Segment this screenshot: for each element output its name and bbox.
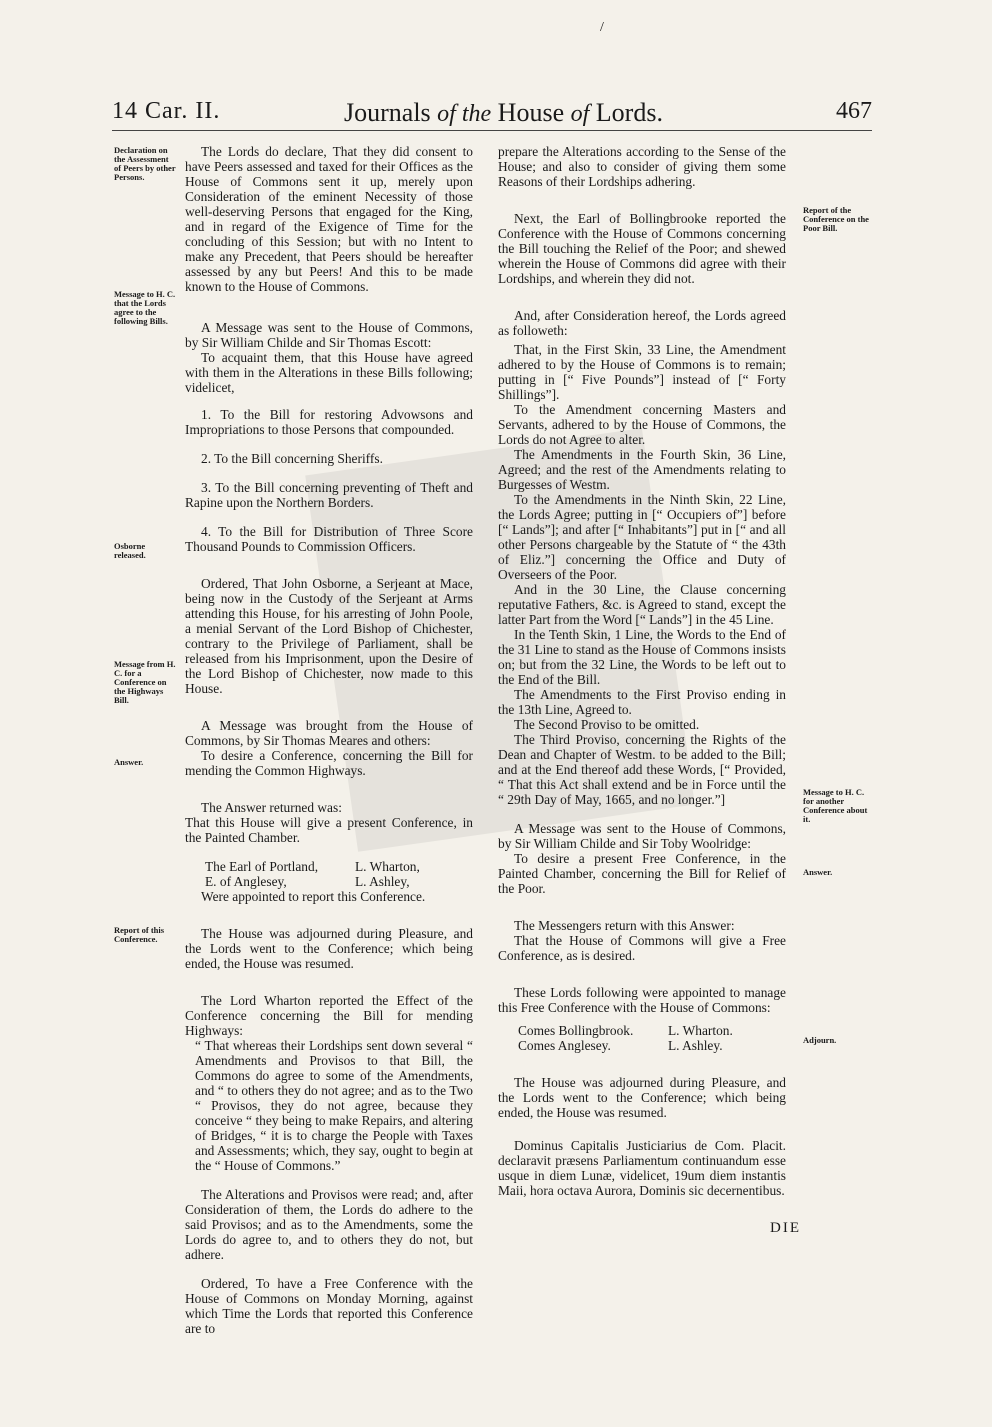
paragraph: A Message was sent to the House of Commons, by Sir William Childe and Sir Thomas Escott:: [185, 320, 473, 350]
margin-note: Report of this Conference.: [114, 925, 165, 944]
header-title-lords: Lords.: [595, 98, 663, 127]
paragraph: The House was adjourned during Pleasure, and the Lords went to the Conference; which being ended, the House was resumed.: [185, 926, 473, 971]
paragraph: The Second Proviso to be omitted.: [514, 717, 700, 732]
paragraph: These Lords following were appointed to manage this Free Conference with the House of Commons:: [498, 985, 786, 1015]
right-column: [498, 144, 786, 1212]
reporter-name: L. Wharton,: [355, 859, 420, 874]
paragraph: The Answer returned was:: [201, 800, 342, 815]
paragraph: A Message was brought from the House of Commons, by Sir Thomas Meares and others:: [185, 718, 473, 748]
page-header: [112, 98, 872, 132]
manager-name: L. Ashley.: [668, 1038, 723, 1053]
margin-note: Message to H. C. for another Conference about it.: [803, 787, 868, 824]
reporter-name: The Earl of Portland,: [205, 859, 319, 874]
margin-note: Report of the Conference on the Poor Bill.: [803, 205, 869, 233]
bill-item: 2. To the Bill concerning Sheriffs.: [201, 451, 383, 466]
paragraph: The Alterations and Provisos were read; and, after Consideration of them, the Lords do adhere to the said Provisos; and as to the Amendments, some the Lords do agree to, and to others they do not, but adhere.: [185, 1187, 473, 1262]
left-column: [185, 144, 473, 1350]
paragraph: That, in the First Skin, 33 Line, the Amendment adhered to by the House of Commons is to remain; putting in [“ Five Pounds”] instead of [“ Forty Shillings”].: [498, 342, 786, 402]
header-regnal-year: 14 Car. II.: [112, 98, 221, 124]
header-title-journals: Journals: [344, 98, 431, 127]
paragraph: A Message was sent to the House of Commons, by Sir William Childe and Sir Toby Woolridge:: [498, 821, 786, 851]
paragraph: To desire a Conference, concerning the Bill for mending the Common Highways.: [185, 748, 473, 778]
page-number: 467: [836, 98, 872, 124]
paragraph: The Lords do declare, That they did consent to have Peers assessed and taxed for their Offices as the House of Commons sent it up, merely upon Consideration of the eminent Necessity of those well-deserving Persons that engaged for the King, and in regard of the Exigence of Time for the concluding of this Session; but with no Intent to make any Precedent, that Peers should be hereafter assessed by any but Peers! And this to be made known to the House of Commons.: [185, 144, 473, 294]
header-rule: [112, 130, 872, 131]
paragraph: The Amendments in the Fourth Skin, 36 Line, Agreed; and the rest of the Amendments relating to Burgesses of Westm.: [498, 447, 786, 492]
paragraph: The Amendments to the First Proviso ending in the 13th Line, Agreed to.: [498, 687, 786, 717]
managers-list: [518, 1023, 786, 1053]
paragraph: To acquaint them, that this House have agreed with them in the Alterations in these Bills following; videlicet,: [185, 350, 473, 395]
paragraph: The Third Proviso, concerning the Rights of the Dean and Chapter of Westm. to be added to the Bill; and at the End thereof add these Words, [“ Provided, “ That this Act shall extend and be in Force until the “ 29th Day of May, 1665, and no longer.”]: [498, 732, 786, 807]
paragraph: And, after Consideration hereof, the Lords agreed as followeth:: [498, 308, 786, 338]
paragraph: To desire a present Free Conference, in the Painted Chamber, concerning the Bill for Relief of the Poor.: [498, 851, 786, 896]
margin-note: Osborne released.: [114, 541, 146, 560]
margin-note: Answer.: [114, 757, 144, 767]
adjournment-latin: Dominus Capitalis Justiciarius de Com. Placit. declaravit præsens Parliamentum continuandum esse usque in diem Lunæ, videlicet, 19um diem instantis Maii, hora octava Aurora, Dominis sic decernentibus.: [498, 1138, 786, 1198]
paragraph: To the Amendment concerning Masters and Servants, adhered to by the House of Commons, the Lords do not Agree to alter.: [498, 402, 786, 447]
paragraph: That this House will give a present Conference, in the Painted Chamber.: [185, 815, 473, 845]
bill-item: 1. To the Bill for restoring Advowsons and Impropriations to those Persons that compounded.: [185, 407, 473, 437]
paragraph: prepare the Alterations according to the Sense of the House; and also to consider of giving them some Reasons of their Lordships adhering.: [498, 144, 786, 189]
paragraph: In the Tenth Skin, 1 Line, the Words to the End of the 31 Line to stand as the House of Commons insists on; but from the 32 Line, the Words to be left out to the End of the Bill.: [498, 627, 786, 687]
paragraph: The Lord Wharton reported the Effect of the Conference concerning the Bill for mending Highways:: [185, 993, 473, 1038]
margin-note: Message from H. C. for a Conference on the Highways Bill.: [114, 659, 176, 705]
paragraph: Ordered, To have a Free Conference with the House of Commons on Monday Morning, against which Time the Lords that reported this Conference are to: [185, 1276, 473, 1336]
manager-name: Comes Anglesey.: [518, 1038, 611, 1053]
margin-note: Answer.: [803, 867, 833, 877]
header-title-house: House: [497, 98, 565, 127]
margin-note: Message to H. C. that the Lords agree to the following Bills.: [114, 289, 176, 326]
header-title: [344, 98, 663, 128]
header-title-of: of: [570, 101, 590, 127]
order-osborne: Ordered, That John Osborne, a Serjeant at Mace, being now in the Custody of the Serjeant at Arms attending this House, for his arresting of John Poole, a menial Servant of the Lord Bishop of Chichester, contrary to the Privilege of Parliament, shall be released from his Imprisonment, upon the Desire of the Lord Bishop of Chichester, now made to this House.: [185, 576, 473, 696]
manager-name: L. Wharton.: [668, 1023, 733, 1038]
paragraph: That the House of Commons will give a Free Conference, as is desired.: [498, 933, 786, 963]
reporter-name: E. of Anglesey,: [205, 874, 287, 889]
paragraph: Were appointed to report this Conference.: [201, 889, 426, 904]
margin-note: Declaration on the Assessment of Peers by other Persons.: [114, 145, 176, 182]
manager-name: Comes Bollingbrook.: [518, 1023, 634, 1038]
paragraph: And in the 30 Line, the Clause concerning reputative Fathers, &c. is Agreed to stand, except the latter Part from the Word [“ Lands”] in the 45 Line.: [498, 582, 786, 627]
catchword: DIE: [770, 1220, 801, 1236]
paragraph: Next, the Earl of Bollingbrooke reported the Conference with the House of Commons concerning the Bill touching the Relief of the Poor; and shewed wherein the House of Commons did agree with their Lordships, and wherein they did not.: [498, 211, 786, 286]
margin-note: Adjourn.: [803, 1035, 837, 1045]
paragraph: To the Amendments in the Ninth Skin, 22 Line, the Lords Agree; putting in [“ Occupiers of”] before [“ Lands”]; and after [“ Inhabitants”] put in [“ and all other Persons chargeable by the Statute of “ the 43th of Eliz.”] concerning the Office and Duty of Overseers of the Poor.: [498, 492, 786, 582]
stray-mark: /: [600, 20, 604, 35]
reporters-list: [205, 859, 473, 889]
bill-item: 4. To the Bill for Distribution of Three Score Thousand Pounds to Commission Officers.: [185, 524, 473, 554]
quotation: “ That whereas their Lordships sent down several “ Amendments and Provisos to that Bill, the Commons do agree to some of the Amendments, and “ to others they do not agree; and as to the Two “ Provisos, they do not agree, because they conceive “ they being to make Repairs, and altering of Bridges, “ it is to charge the People with Taxes and Assessments; which, they say, ought to begin at the “ House of Commons.”: [195, 1038, 473, 1173]
bill-item: 3. To the Bill concerning preventing of Theft and Rapine upon the Northern Borders.: [185, 480, 473, 510]
paragraph: The Messengers return with this Answer:: [514, 918, 735, 933]
reporter-name: L. Ashley,: [355, 874, 410, 889]
paragraph: The House was adjourned during Pleasure, and the Lords went to the Conference; which being ended, the House was resumed.: [498, 1075, 786, 1120]
header-title-of-the: of the: [437, 101, 492, 127]
